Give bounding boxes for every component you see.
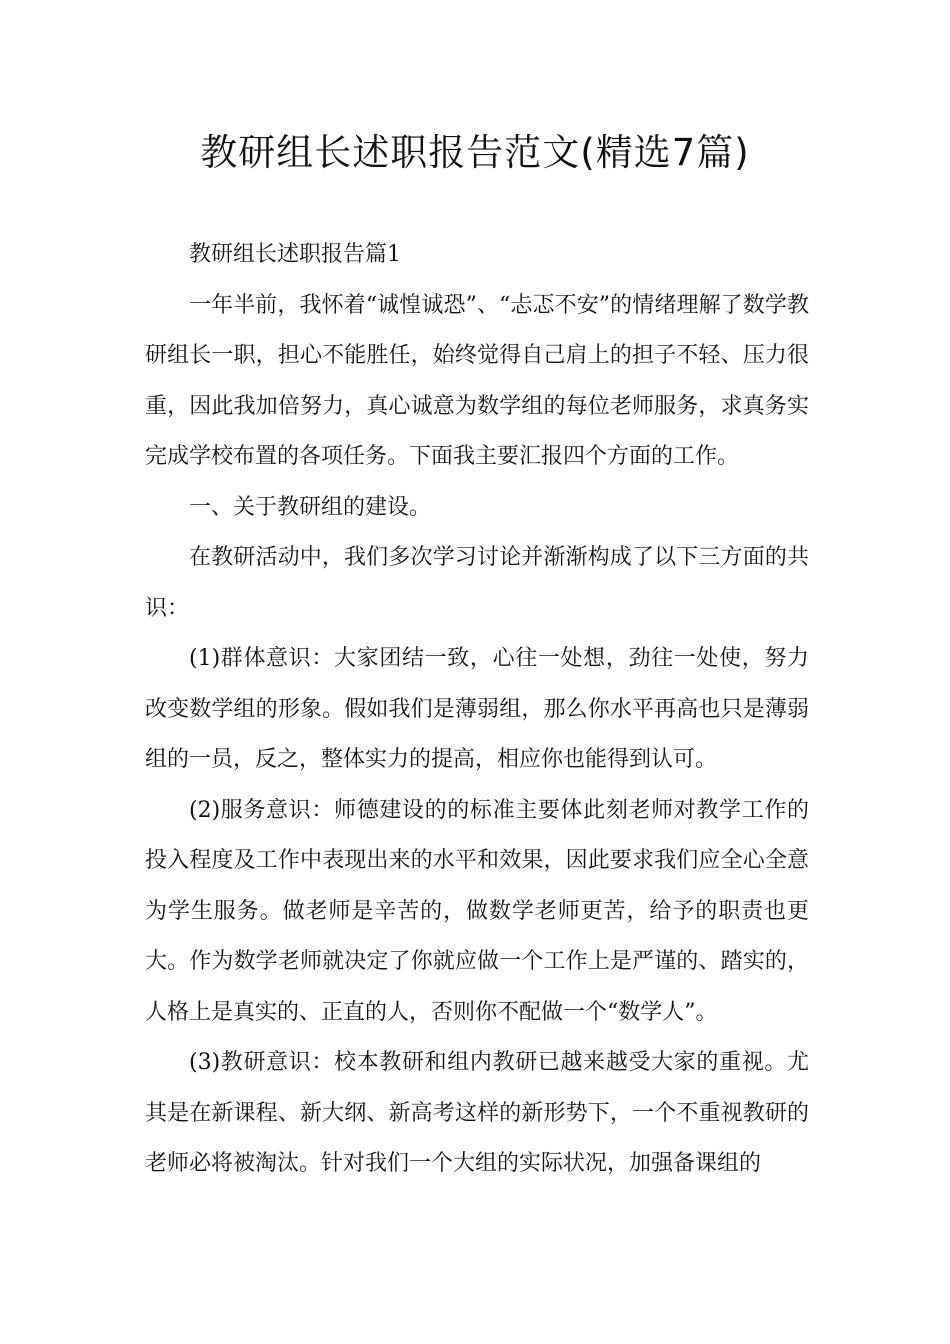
paragraph: 在教研活动中，我们多次学习讨论并渐渐构成了以下三方面的共识： <box>145 545 809 621</box>
paragraph: 一年半前，我怀着“诚惶诚恐”、“忐忑不安”的情绪理解了数学教研组长一职，担心不能胜任，始终觉得自己肩上的担子不轻、压力很重，因此我加倍努力，真心诚意为数学组的每位老师服务，求真务实完成学校布置的各项任务。下面我主要汇报四个方面的工作。 <box>145 292 809 469</box>
document-body <box>145 230 809 1190</box>
paragraph: (3)教研意识：校本教研和组内教研已越来越受大家的重视。尤其是在新课程、新大纲、新高考这样的新形势下，一个不重视教研的老师必将被淘汰。针对我们一个大组的实际状况，加强备课组的 <box>145 1050 809 1176</box>
section-heading: 教研组长述职报告篇1 <box>189 242 401 267</box>
document-title: 教研组长述职报告范文(精选7篇) <box>200 131 750 174</box>
paragraph: (2)服务意识：师德建设的的标准主要体此刻老师对教学工作的投入程度及工作中表现出来的水平和效果，因此要求我们应全心全意为学生服务。做老师是辛苦的，做数学老师更苦，给予的职责也更大。作为数学老师就决定了你就应做一个工作上是严谨的、踏实的，人格上是真实的、正直的人，否则你不配做一个“数学人”。 <box>145 797 809 1025</box>
paragraph: (1)群体意识：大家团结一致，心往一处想，劲往一处使，努力改变数学组的形象。假如我们是薄弱组，那么你水平再高也只是薄弱组的一员，反之，整体实力的提高，相应你也能得到认可。 <box>145 646 809 772</box>
section-heading: 一、关于教研组的建设。 <box>189 494 432 520</box>
